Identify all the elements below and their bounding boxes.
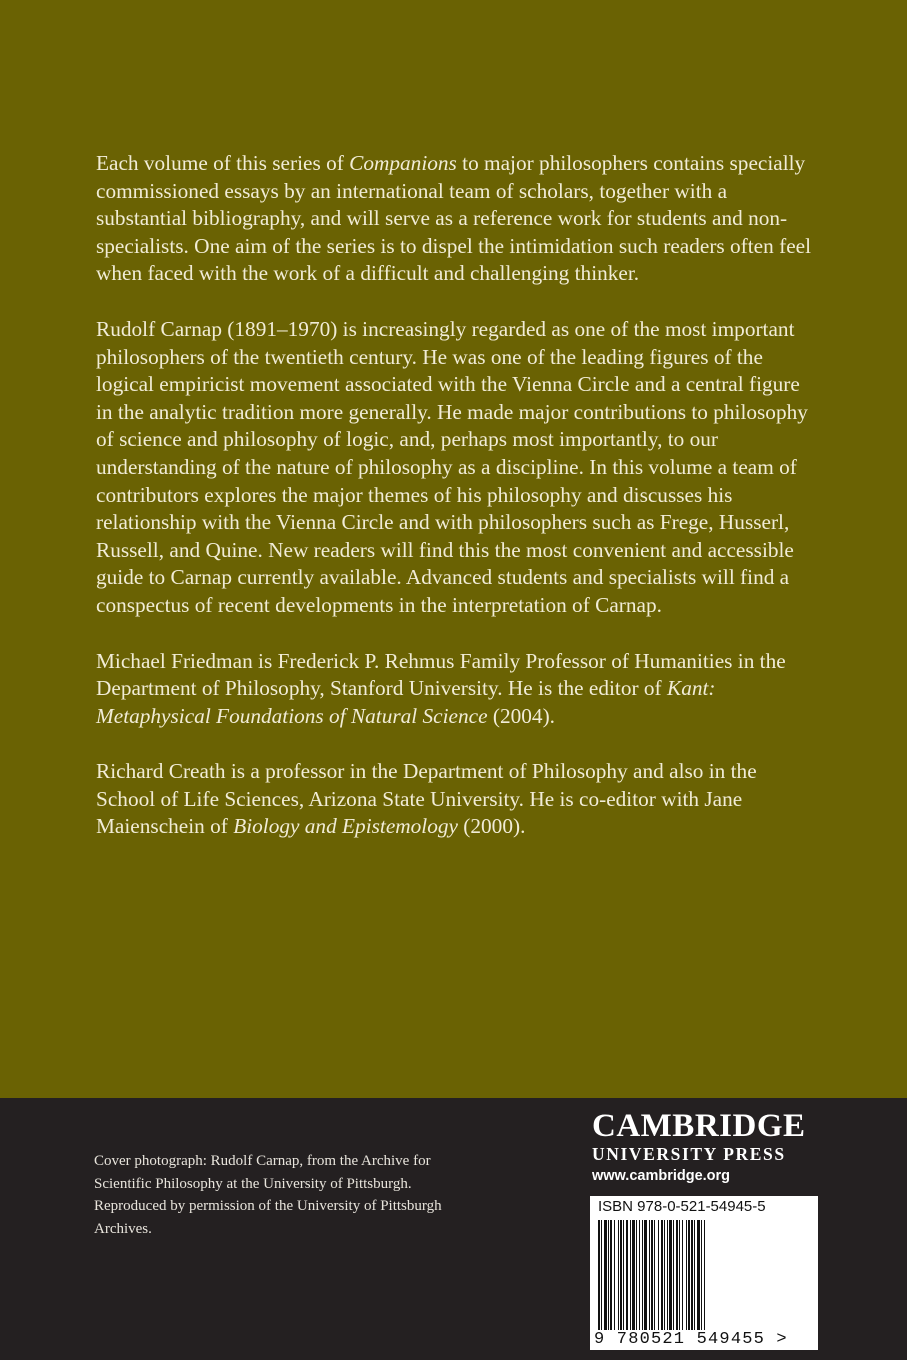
barcode-bar [626,1220,628,1330]
barcode-bar [614,1220,615,1330]
barcode-bar [620,1220,622,1330]
publisher-name: CAMBRIDGE [592,1108,806,1144]
barcode-bar [669,1220,672,1330]
publisher-url: www.cambridge.org [592,1168,731,1184]
barcode-bar [639,1220,640,1330]
barcode-bar [676,1220,678,1330]
ean-digits: 9 780521 549455 > [594,1330,788,1349]
barcode-bar [673,1220,674,1330]
publisher-press: UNIVERSITY PRESS [592,1144,786,1164]
barcode-bar [679,1220,680,1330]
barcode-bar [642,1220,643,1330]
cover-photo-credit: Cover photograph: Rudolf Carnap, from the Archive for Scientific Philosophy at the University of Pittsburgh. Reproduced by permission of the University of Pittsburgh Archives. [94,1153,442,1237]
barcode-bar [601,1220,602,1330]
blurb-carnap-paragraph: Rudolf Carnap (1891–1970) is increasingly regarded as one of the most important philosophers of the twentieth century. He was one of the leading figures of the logical empiricist movement associated with the Vienna Circle and a central figure in the analytic tradition more generally. He made major contributions to philosophy of science and philosophy of logic, and, perhaps most importantly, to our understanding of the nature of philosophy as a discipline. In this volume a team of contributors explores the major themes of his philosophy and discusses his relationship with the Vienna Circle and with philosophers such as Frege, Husserl, Russell, and Quine. New readers will find this the most convenient and accessible guide to Carnap currently available. Advanced students and specialists will find a conspectus of recent developments in the interpretation of Carnap. [96,316,808,617]
barcode-bar [701,1220,702,1330]
barcode-bar [636,1220,637,1330]
barcode-bar [686,1220,687,1330]
barcode-bar [661,1220,663,1330]
barcode-bar [604,1220,607,1330]
barcode-bar [691,1220,693,1330]
barcode-bar [664,1220,665,1330]
barcode-bar [598,1220,600,1330]
barcode-bar [654,1220,655,1330]
blurb-series-paragraph: Each volume of this series of Companions to major philosophers contains specially commissioned essays by an international team of scholars, together with a substantial bibliography, and will serve as a reference work for students and non-specialists. One aim of the series is to dispel the intimidation such readers often feel when faced with the work of a difficult and challenging thinker. [96,151,812,286]
barcode-bar [688,1220,690,1330]
barcode-panel [590,1196,818,1350]
barcode-bar [694,1220,695,1330]
barcode-bar [632,1220,635,1330]
blurb-friedman-paragraph: Michael Friedman is Frederick P. Rehmus Family Professor of Humanities in the Department of Philosophy, Stanford University. He is the editor of Kant: Metaphysical Foundations of Natural Science (2004). [96,648,786,728]
isbn-label: ISBN 978-0-521-54945-5 [598,1198,766,1215]
barcode-bar [618,1220,619,1330]
barcode-bar [704,1220,705,1330]
publisher-logo [592,1108,822,1186]
barcode-bar [630,1220,631,1330]
barcode-bar [697,1220,700,1330]
barcode-bar [644,1220,647,1330]
barcode-bar [649,1220,650,1330]
barcode-bar [667,1220,668,1330]
barcode-bar [682,1220,683,1330]
barcode-bar [608,1220,609,1330]
barcode-bar [623,1220,624,1330]
barcode-image [598,1220,810,1330]
barcode-bar [610,1220,612,1330]
barcode-bar [658,1220,659,1330]
barcode-bar [651,1220,653,1330]
blurb [96,150,816,869]
blurb-creath-paragraph: Richard Creath is a professor in the Department of Philosophy and also in the School of Life Sciences, Arizona State University. He is co-editor with Jane Maienschein of Biology and Epistemology (2000). [96,759,757,839]
